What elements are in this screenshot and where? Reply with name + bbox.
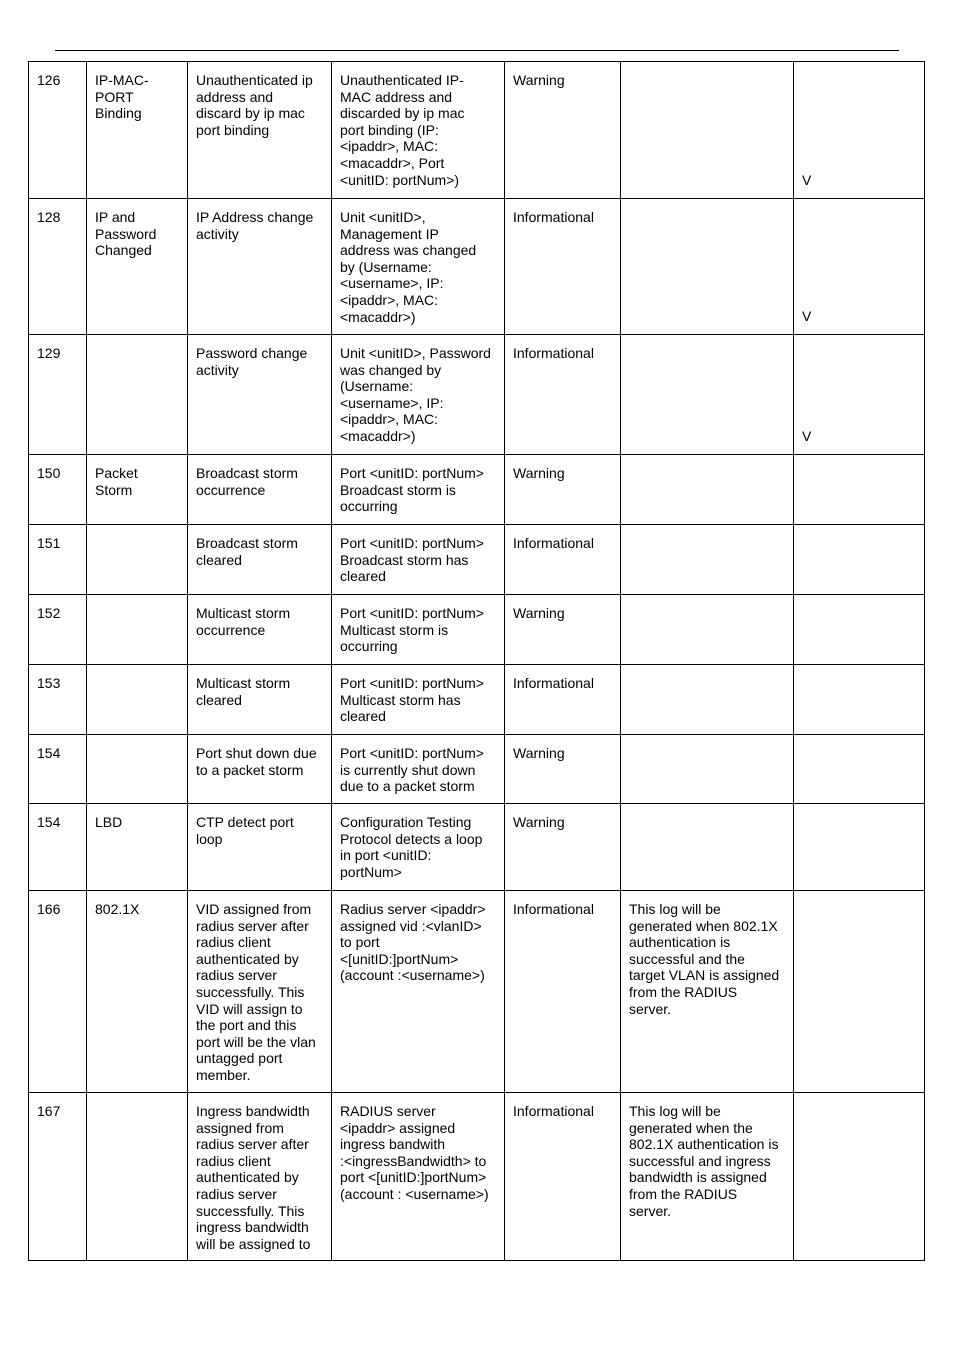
log-message-cell (332, 525, 505, 595)
entry-id-text: 152 (37, 605, 61, 621)
event-description-text: Unauthenticated ip address and discard by ip mac port binding (196, 72, 313, 138)
table-row (29, 199, 925, 335)
severity-cell (505, 62, 621, 199)
severity-cell (505, 455, 621, 525)
severity-cell (505, 335, 621, 455)
entry-id-cell (29, 735, 87, 804)
severity-text: Warning (513, 465, 565, 481)
table-body (29, 62, 925, 1261)
log-message-cell (332, 1093, 505, 1261)
log-message-cell (332, 199, 505, 335)
entry-id-text: 166 (37, 901, 61, 917)
event-description-cell (188, 735, 332, 804)
log-message-cell (332, 735, 505, 804)
category-cell (87, 62, 188, 199)
table-row (29, 525, 925, 595)
event-description-cell (188, 595, 332, 665)
table-row (29, 891, 925, 1093)
log-message-text: Port <unitID: portNum> Broadcast storm has cleared (340, 535, 484, 585)
log-message-text: Port <unitID: portNum> Multicast storm is occurring (340, 605, 484, 655)
log-message-cell (332, 335, 505, 455)
table-row (29, 1093, 925, 1261)
entry-id-cell (29, 1093, 87, 1261)
severity-cell (505, 199, 621, 335)
severity-text: Informational (513, 345, 594, 361)
category-cell (87, 199, 188, 335)
entry-id-cell (29, 455, 87, 525)
table-row (29, 665, 925, 735)
category-cell (87, 665, 188, 735)
entry-id-cell (29, 804, 87, 891)
severity-cell (505, 525, 621, 595)
log-message-cell (332, 804, 505, 891)
severity-text: Informational (513, 209, 594, 225)
check-mark-cell (794, 62, 925, 199)
severity-text: Warning (513, 72, 565, 88)
severity-cell (505, 804, 621, 891)
category-cell (87, 595, 188, 665)
remark-cell (621, 804, 794, 891)
log-message-text: Unauthenticated IP- MAC address and discarded by ip mac port binding (IP: <ipaddr>, MAC: <macaddr>, Port <unitID: portNum>) (340, 72, 465, 188)
remark-cell (621, 455, 794, 525)
event-description-cell (188, 891, 332, 1093)
check-mark-cell (794, 455, 925, 525)
severity-cell (505, 1093, 621, 1261)
remark-cell (621, 595, 794, 665)
log-message-text: Unit <unitID>, Password was changed by (Username: <username>, IP: <ipaddr>, MAC: <macaddr>) (340, 345, 491, 444)
event-description-cell (188, 804, 332, 891)
remark-cell (621, 735, 794, 804)
check-mark-cell (794, 199, 925, 335)
event-description-text: CTP detect port loop (196, 814, 294, 847)
check-mark-cell (794, 665, 925, 735)
log-message-cell (332, 455, 505, 525)
table-row (29, 62, 925, 199)
entry-id-cell (29, 891, 87, 1093)
log-message-text: Port <unitID: portNum> Broadcast storm is occurring (340, 465, 484, 515)
category-text: IP and Password Changed (95, 209, 157, 259)
check-mark-cell (794, 525, 925, 595)
event-description-cell (188, 455, 332, 525)
event-description-cell (188, 1093, 332, 1261)
category-cell (87, 804, 188, 891)
category-cell (87, 891, 188, 1093)
entry-id-cell (29, 62, 87, 199)
event-description-cell (188, 62, 332, 199)
log-message-text: Configuration Testing Protocol detects a loop in port <unitID: portNum> (340, 814, 483, 880)
entry-id-text: 154 (37, 745, 61, 761)
severity-cell (505, 665, 621, 735)
entry-id-cell (29, 199, 87, 335)
severity-text: Informational (513, 901, 594, 917)
entry-id-cell (29, 525, 87, 595)
category-text: Packet Storm (95, 465, 138, 498)
category-text: 802.1X (95, 901, 140, 917)
entry-id-text: 151 (37, 535, 61, 551)
category-cell (87, 1093, 188, 1261)
event-description-text: IP Address change activity (196, 209, 314, 242)
remark-cell (621, 335, 794, 455)
entry-id-text: 153 (37, 675, 61, 691)
category-text: IP-MAC- PORT Binding (95, 72, 149, 122)
check-mark-text: V (802, 308, 812, 325)
check-mark-text: V (802, 428, 812, 445)
severity-cell (505, 595, 621, 665)
log-message-text: Port <unitID: portNum> Multicast storm has cleared (340, 675, 484, 725)
severity-text: Informational (513, 535, 594, 551)
entry-id-cell (29, 335, 87, 455)
event-description-cell (188, 665, 332, 735)
check-mark-cell (794, 595, 925, 665)
event-description-text: Multicast storm occurrence (196, 605, 291, 638)
category-text: LBD (95, 814, 123, 830)
entry-id-text: 128 (37, 209, 61, 225)
log-message-text: Unit <unitID>, Management IP address was changed by (Username: <username>, IP: <ipaddr>, MAC: <macaddr>) (340, 209, 477, 325)
remark-cell (621, 1093, 794, 1261)
table-row (29, 455, 925, 525)
log-message-cell (332, 891, 505, 1093)
remark-text: This log will be generated when 802.1X authentication is successful and the target VLAN is assigned from the RADIUS server. (629, 901, 780, 1017)
category-cell (87, 525, 188, 595)
remark-cell (621, 62, 794, 199)
log-entry-table (28, 61, 925, 1261)
log-message-cell (332, 595, 505, 665)
table-row (29, 335, 925, 455)
header-rule (55, 50, 899, 51)
table-row (29, 595, 925, 665)
entry-id-cell (29, 665, 87, 735)
event-description-cell (188, 335, 332, 455)
event-description-text: VID assigned from radius server after radius client authenticated by radius server successfully. This VID will assign to the port and this port will be the vlan untagged port member. (196, 901, 316, 1083)
remark-cell (621, 665, 794, 735)
entry-id-text: 150 (37, 465, 61, 481)
severity-text: Warning (513, 605, 565, 621)
event-description-text: Broadcast storm cleared (196, 535, 298, 568)
log-message-text: RADIUS server <ipaddr> assigned ingress bandwith :<ingressBandwidth> to port <[unitID:]portNum> (account : <username>) (340, 1103, 489, 1202)
check-mark-text: V (802, 172, 812, 189)
event-description-text: Password change activity (196, 345, 308, 378)
remark-text: This log will be generated when the 802.1X authentication is successful and ingress bandwidth is assigned from the RADIUS server. (629, 1103, 779, 1219)
event-description-cell (188, 525, 332, 595)
table-row (29, 735, 925, 804)
entry-id-text: 129 (37, 345, 61, 361)
log-message-cell (332, 62, 505, 199)
category-cell (87, 735, 188, 804)
category-cell (87, 455, 188, 525)
table-row (29, 804, 925, 891)
category-cell (87, 335, 188, 455)
log-message-text: Port <unitID: portNum> is currently shut down due to a packet storm (340, 745, 484, 795)
check-mark-cell (794, 1093, 925, 1261)
check-mark-cell (794, 804, 925, 891)
event-description-text: Ingress bandwidth assigned from radius server after radius client authenticated by radius server successfully. This ingress bandwidth will be assigned to (196, 1103, 311, 1252)
severity-text: Informational (513, 1103, 594, 1119)
check-mark-cell (794, 335, 925, 455)
event-description-text: Multicast storm cleared (196, 675, 291, 708)
entry-id-text: 126 (37, 72, 61, 88)
log-message-cell (332, 665, 505, 735)
event-description-text: Broadcast storm occurrence (196, 465, 298, 498)
check-mark-cell (794, 735, 925, 804)
severity-text: Warning (513, 814, 565, 830)
severity-text: Informational (513, 675, 594, 691)
severity-text: Warning (513, 745, 565, 761)
remark-cell (621, 199, 794, 335)
remark-cell (621, 891, 794, 1093)
entry-id-text: 167 (37, 1103, 61, 1119)
event-description-text: Port shut down due to a packet storm (196, 745, 317, 778)
log-message-text: Radius server <ipaddr> assigned vid :<vlanID> to port <[unitID:]portNum> (account :<username>) (340, 901, 486, 984)
entry-id-cell (29, 595, 87, 665)
check-mark-cell (794, 891, 925, 1093)
severity-cell (505, 735, 621, 804)
severity-cell (505, 891, 621, 1093)
remark-cell (621, 525, 794, 595)
entry-id-text: 154 (37, 814, 61, 830)
event-description-cell (188, 199, 332, 335)
